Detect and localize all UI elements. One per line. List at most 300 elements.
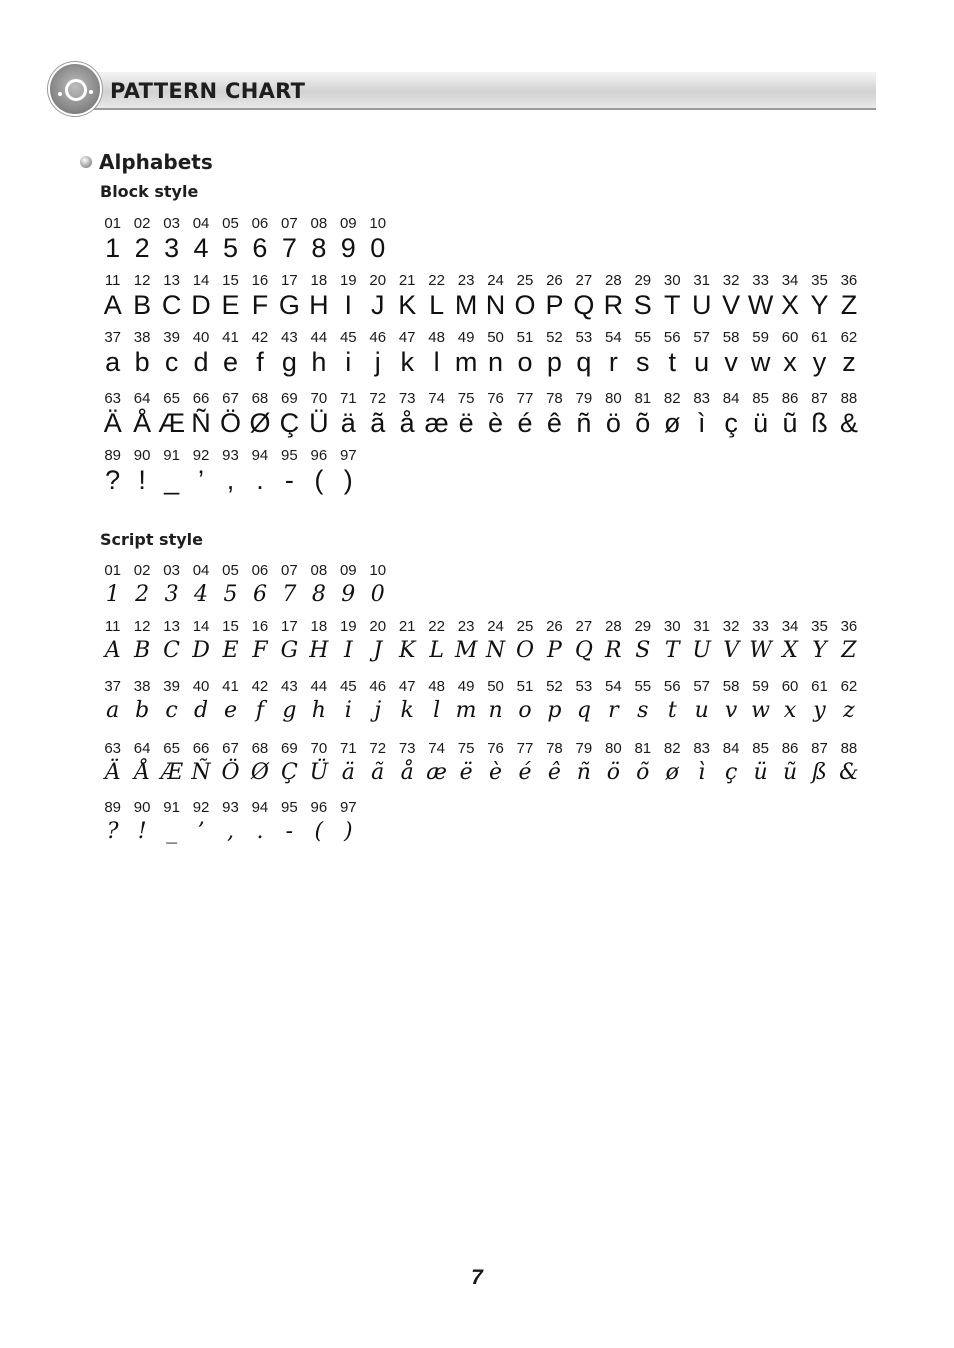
pattern-glyph: æ — [424, 408, 449, 438]
pattern-number: 34 — [781, 272, 799, 289]
pattern-cell — [834, 272, 863, 320]
pattern-cell — [363, 329, 392, 377]
pattern-glyph: p — [547, 698, 562, 723]
pattern-glyph: ì — [698, 760, 706, 785]
pattern-glyph: 9 — [341, 582, 356, 607]
pattern-glyph: A — [104, 638, 121, 663]
pattern-number: 45 — [339, 329, 357, 346]
pattern-glyph: m — [455, 698, 477, 723]
pattern-number: 16 — [251, 272, 269, 289]
pattern-number: 90 — [133, 447, 151, 464]
pattern-cell — [422, 390, 451, 438]
pattern-number: 41 — [222, 678, 239, 695]
pattern-cell — [746, 678, 775, 726]
pattern-cell — [481, 329, 510, 377]
pattern-cell — [687, 618, 716, 666]
pattern-number: 96 — [310, 799, 328, 816]
pattern-cell — [510, 678, 539, 726]
pattern-cell — [98, 740, 127, 788]
pattern-glyph: A — [103, 290, 122, 320]
pattern-glyph: W — [749, 638, 772, 663]
pattern-cell — [216, 618, 245, 666]
pattern-glyph: ( — [314, 819, 324, 844]
pattern-glyph: F — [251, 290, 269, 320]
pattern-glyph: e — [223, 698, 237, 723]
pattern-glyph: d — [193, 698, 209, 723]
pattern-glyph: y — [813, 698, 826, 723]
pattern-cell — [805, 618, 834, 666]
pattern-cell — [334, 390, 363, 438]
pattern-glyph: J — [373, 638, 383, 663]
pattern-number: 68 — [251, 390, 269, 407]
pattern-cell — [98, 678, 127, 726]
pattern-cell — [157, 618, 186, 666]
pattern-number: 38 — [133, 329, 151, 346]
pattern-cell — [687, 390, 716, 438]
pattern-glyph: F — [252, 638, 268, 663]
pattern-number: 72 — [369, 390, 387, 407]
pattern-number: 26 — [546, 272, 563, 289]
pattern-number: 69 — [281, 740, 298, 757]
pattern-number: 61 — [811, 678, 828, 695]
pattern-cell — [216, 799, 245, 847]
pattern-cell — [569, 618, 598, 666]
pattern-number: 02 — [133, 562, 151, 579]
pattern-glyph: K — [398, 290, 417, 320]
pattern-glyph: Ç — [279, 408, 300, 438]
pattern-cell — [275, 447, 304, 495]
pattern-glyph: , — [226, 465, 235, 495]
pattern-cell — [510, 390, 539, 438]
pattern-number: 87 — [811, 740, 828, 757]
pattern-cell — [716, 618, 745, 666]
pattern-number: 61 — [811, 329, 828, 346]
pattern-cell — [304, 740, 333, 788]
pattern-number: 27 — [575, 272, 593, 289]
pattern-cell — [599, 272, 628, 320]
pattern-cell — [304, 329, 333, 377]
pattern-cell — [510, 329, 539, 377]
pattern-cell — [775, 740, 804, 788]
pattern-cell — [275, 329, 304, 377]
section-title: Alphabets — [99, 150, 213, 174]
pattern-cell — [599, 618, 628, 666]
pattern-glyph: f — [256, 347, 264, 377]
pattern-number: 78 — [546, 390, 563, 407]
pattern-number: 05 — [222, 562, 239, 579]
pattern-number: 20 — [369, 272, 387, 289]
pattern-number: 13 — [163, 618, 180, 635]
pattern-number: 80 — [604, 740, 622, 757]
pattern-number: 74 — [428, 390, 445, 407]
pattern-cell — [834, 390, 863, 438]
pattern-number: 36 — [840, 272, 858, 289]
pattern-glyph: K — [398, 638, 416, 663]
pattern-glyph: j — [374, 347, 381, 377]
pattern-cell — [393, 329, 422, 377]
pattern-number: 56 — [663, 678, 681, 695]
pattern-glyph: a — [106, 698, 120, 723]
pattern-cell — [834, 618, 863, 666]
pattern-number: 82 — [663, 740, 681, 757]
pattern-number: 88 — [840, 390, 858, 407]
pattern-number: 71 — [339, 390, 357, 407]
pattern-glyph: s — [636, 347, 650, 377]
pattern-number: 56 — [663, 329, 681, 346]
pattern-cell — [186, 447, 215, 495]
pattern-glyph: ø — [663, 408, 681, 438]
pattern-glyph: _ — [164, 465, 180, 495]
pattern-cell — [599, 678, 628, 726]
pattern-glyph: O — [515, 638, 535, 663]
pattern-glyph: 0 — [370, 582, 385, 607]
pattern-cell — [275, 799, 304, 847]
pattern-number: 55 — [634, 678, 652, 695]
pattern-cell — [716, 329, 745, 377]
pattern-glyph: s — [637, 698, 649, 723]
pattern-glyph: 6 — [252, 582, 267, 607]
pattern-number: 54 — [604, 678, 622, 695]
pattern-glyph: q — [576, 698, 591, 723]
pattern-cell — [304, 215, 333, 263]
pattern-cell — [716, 740, 745, 788]
pattern-cell — [334, 215, 363, 263]
pattern-cell — [422, 618, 451, 666]
pattern-cell — [98, 329, 127, 377]
pattern-cell — [687, 329, 716, 377]
pattern-glyph: H — [309, 290, 329, 320]
pattern-number: 59 — [752, 329, 769, 346]
pattern-cell — [127, 678, 156, 726]
pattern-number: 47 — [398, 329, 416, 346]
pattern-number: 04 — [192, 562, 210, 579]
pattern-glyph: b — [135, 698, 150, 723]
pattern-cell — [422, 272, 451, 320]
pattern-number: 54 — [604, 329, 622, 346]
pattern-cell — [393, 678, 422, 726]
pattern-glyph: n — [488, 698, 503, 723]
pattern-number: 62 — [840, 329, 858, 346]
pattern-number: 39 — [163, 329, 180, 346]
pattern-number: 07 — [281, 215, 298, 232]
pattern-cell — [451, 618, 480, 666]
pattern-cell — [746, 390, 775, 438]
pattern-number: 11 — [104, 272, 121, 289]
pattern-number: 16 — [251, 618, 269, 635]
pattern-cell — [628, 740, 657, 788]
pattern-cell — [628, 618, 657, 666]
pattern-glyph: v — [724, 347, 738, 377]
pattern-glyph: ) — [343, 465, 353, 495]
pattern-cell — [304, 390, 333, 438]
pattern-cell — [569, 329, 598, 377]
pattern-number: 01 — [104, 215, 122, 232]
pattern-number: 32 — [722, 272, 740, 289]
pattern-glyph: 3 — [164, 233, 180, 263]
page-title: PATTERN CHART — [110, 79, 306, 103]
pattern-cell — [98, 799, 127, 847]
pattern-number: 72 — [369, 740, 387, 757]
pattern-cell — [510, 740, 539, 788]
pattern-cell — [393, 272, 422, 320]
pattern-glyph: o — [518, 698, 532, 723]
pattern-number: 52 — [546, 329, 563, 346]
pattern-cell — [216, 329, 245, 377]
pattern-cell — [481, 678, 510, 726]
pattern-cell — [775, 390, 804, 438]
pattern-number: 63 — [104, 740, 122, 757]
pattern-number: 14 — [192, 272, 210, 289]
pattern-glyph: C — [161, 290, 182, 320]
pattern-number: 91 — [163, 447, 180, 464]
pattern-number: 74 — [428, 740, 445, 757]
pattern-number: 11 — [104, 618, 121, 635]
pattern-number: 28 — [604, 272, 622, 289]
pattern-glyph: S — [635, 638, 651, 663]
pattern-glyph: g — [282, 698, 297, 723]
pattern-number: 76 — [487, 740, 504, 757]
pattern-cell — [216, 678, 245, 726]
pattern-number: 59 — [752, 678, 769, 695]
pattern-glyph: Ü — [309, 408, 329, 438]
pattern-cell — [127, 215, 156, 263]
pattern-number: 09 — [339, 562, 357, 579]
pattern-number: 90 — [133, 799, 151, 816]
pattern-number: 95 — [281, 799, 298, 816]
pattern-glyph: p — [546, 347, 562, 377]
pattern-glyph: ê — [546, 408, 562, 438]
pattern-number: 10 — [369, 215, 387, 232]
pattern-cell — [658, 390, 687, 438]
pattern-glyph: ê — [547, 760, 561, 785]
pattern-glyph: å — [399, 408, 415, 438]
pattern-cell — [334, 272, 363, 320]
pattern-glyph: Ñ — [191, 408, 211, 438]
pattern-number: 52 — [546, 678, 563, 695]
pattern-cell — [422, 740, 451, 788]
pattern-cell — [157, 678, 186, 726]
pattern-glyph: c — [164, 347, 179, 377]
pattern-cell — [658, 678, 687, 726]
pattern-cell — [98, 562, 127, 610]
pattern-cell — [98, 272, 127, 320]
pattern-glyph: ã — [370, 408, 386, 438]
pattern-cell — [658, 740, 687, 788]
pattern-glyph: 7 — [281, 233, 297, 263]
pattern-cell — [275, 215, 304, 263]
pattern-glyph: Y — [812, 638, 827, 663]
pattern-glyph: ö — [606, 760, 620, 785]
pattern-glyph: X — [782, 638, 798, 663]
pattern-glyph: x — [783, 347, 797, 377]
pattern-cell — [275, 740, 304, 788]
pattern-glyph: k — [400, 698, 414, 723]
pattern-cell — [127, 799, 156, 847]
pattern-cell — [834, 678, 863, 726]
pattern-cell — [569, 272, 598, 320]
pattern-number: 93 — [222, 799, 239, 816]
pattern-glyph: h — [311, 698, 326, 723]
pattern-glyph: å — [400, 760, 414, 785]
pattern-cell — [304, 562, 333, 610]
pattern-cell — [834, 329, 863, 377]
pattern-glyph: ì — [697, 408, 706, 438]
pattern-number: 08 — [310, 562, 328, 579]
pattern-glyph: E — [221, 290, 240, 320]
pattern-cell — [451, 678, 480, 726]
pattern-number: 50 — [487, 329, 504, 346]
pattern-glyph: T — [664, 638, 680, 663]
pattern-number: 57 — [693, 329, 711, 346]
pattern-glyph: 8 — [311, 233, 327, 263]
pattern-glyph: X — [781, 290, 800, 320]
pattern-glyph: i — [344, 698, 352, 723]
pattern-glyph: r — [608, 347, 618, 377]
pattern-cell — [186, 618, 215, 666]
pattern-cell — [422, 329, 451, 377]
pattern-number: 06 — [251, 215, 269, 232]
pattern-number: 14 — [192, 618, 210, 635]
pattern-cell — [304, 678, 333, 726]
pattern-number: 66 — [192, 390, 210, 407]
pattern-cell — [687, 740, 716, 788]
pattern-glyph: M — [454, 638, 478, 663]
pattern-cell — [157, 329, 186, 377]
pattern-number: 58 — [722, 678, 740, 695]
pattern-cell — [569, 390, 598, 438]
pattern-cell — [775, 329, 804, 377]
pattern-cell — [481, 740, 510, 788]
pattern-glyph: õ — [635, 408, 651, 438]
script-style-title: Script style — [100, 530, 203, 549]
pattern-glyph: W — [747, 290, 774, 320]
pattern-glyph: M — [454, 290, 478, 320]
pattern-glyph: Ö — [219, 408, 241, 438]
pattern-number: 76 — [487, 390, 504, 407]
pattern-cell — [127, 740, 156, 788]
pattern-cell — [510, 618, 539, 666]
pattern-number: 41 — [222, 329, 239, 346]
pattern-number: 12 — [133, 618, 151, 635]
pattern-cell — [540, 618, 569, 666]
pattern-glyph: Ç — [280, 760, 298, 785]
pattern-cell — [186, 215, 215, 263]
pattern-glyph: o — [517, 347, 533, 377]
pattern-cell — [334, 447, 363, 495]
pattern-glyph: Å — [133, 408, 152, 438]
pattern-cell — [363, 740, 392, 788]
pattern-glyph: é — [517, 408, 533, 438]
pattern-glyph: L — [429, 290, 445, 320]
pattern-cell — [658, 618, 687, 666]
pattern-glyph: 3 — [164, 582, 179, 607]
pattern-glyph: E — [222, 638, 239, 663]
pattern-number: 35 — [811, 618, 828, 635]
pattern-cell — [746, 329, 775, 377]
pattern-glyph: & — [839, 408, 858, 438]
pattern-number: 87 — [811, 390, 828, 407]
pattern-glyph: S — [633, 290, 652, 320]
pattern-glyph: 8 — [311, 582, 326, 607]
pattern-number: 89 — [104, 447, 122, 464]
pattern-number: 44 — [310, 678, 328, 695]
pattern-number: 93 — [222, 447, 239, 464]
pattern-cell — [451, 272, 480, 320]
pattern-cell — [569, 678, 598, 726]
pattern-number: 07 — [281, 562, 298, 579]
pattern-number: 44 — [310, 329, 328, 346]
pattern-number: 51 — [516, 678, 534, 695]
pattern-cell — [658, 272, 687, 320]
pattern-number: 71 — [339, 740, 357, 757]
pattern-glyph: G — [280, 638, 299, 663]
pattern-number: 06 — [251, 562, 269, 579]
pattern-number: 39 — [163, 678, 180, 695]
pattern-glyph: Ø — [250, 760, 269, 785]
pattern-glyph: Ñ — [191, 760, 211, 785]
pattern-number: 57 — [693, 678, 711, 695]
pattern-cell — [334, 329, 363, 377]
pattern-cell — [157, 272, 186, 320]
pattern-cell — [216, 447, 245, 495]
pattern-glyph: J — [370, 290, 385, 320]
pattern-glyph: 6 — [252, 233, 268, 263]
pattern-glyph: d — [193, 347, 209, 377]
pattern-number: 92 — [192, 799, 210, 816]
pattern-glyph: u — [694, 347, 710, 377]
pattern-cell — [599, 740, 628, 788]
pattern-glyph: k — [400, 347, 414, 377]
pattern-cell — [334, 740, 363, 788]
pattern-cell — [186, 562, 215, 610]
pattern-number: 42 — [251, 678, 269, 695]
pattern-glyph: b — [134, 347, 150, 377]
pattern-glyph: U — [691, 290, 712, 320]
pattern-cell — [746, 740, 775, 788]
pattern-glyph: ñ — [576, 760, 591, 785]
pattern-glyph: ü — [753, 408, 769, 438]
pattern-cell — [687, 678, 716, 726]
pattern-number: 77 — [516, 390, 534, 407]
pattern-cell — [540, 678, 569, 726]
bullet-icon — [80, 156, 92, 168]
pattern-glyph: m — [454, 347, 478, 377]
pattern-cell — [157, 447, 186, 495]
pattern-number: 37 — [104, 678, 122, 695]
pattern-cell — [628, 390, 657, 438]
pattern-cell — [393, 390, 422, 438]
pattern-glyph: t — [668, 347, 676, 377]
pattern-cell — [186, 390, 215, 438]
pattern-glyph: B — [134, 638, 151, 663]
pattern-number: 64 — [133, 740, 151, 757]
pattern-number: 55 — [634, 329, 652, 346]
pattern-number: 12 — [133, 272, 151, 289]
pattern-number: 73 — [398, 390, 416, 407]
pattern-glyph: q — [576, 347, 592, 377]
pattern-glyph: ’ — [198, 465, 205, 495]
pattern-cell — [834, 740, 863, 788]
pattern-glyph: ë — [459, 760, 473, 785]
pattern-number: 53 — [575, 329, 593, 346]
pattern-number: 83 — [693, 390, 711, 407]
pattern-glyph: 7 — [282, 582, 297, 607]
pattern-cell — [157, 215, 186, 263]
pattern-cell — [245, 678, 274, 726]
pattern-number: 50 — [487, 678, 504, 695]
pattern-number: 80 — [604, 390, 622, 407]
pattern-glyph: Æ — [160, 760, 183, 785]
